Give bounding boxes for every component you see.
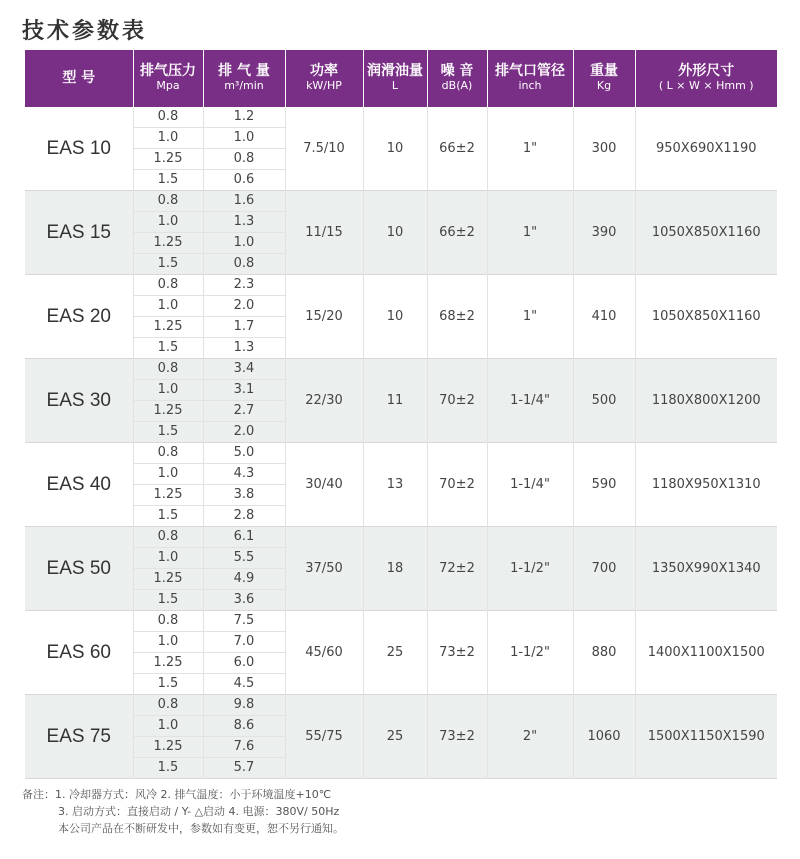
dimensions-cell: 1350X990X1340 [635,527,777,611]
noise-cell: 73±2 [427,695,487,779]
air-delivery-cell: 1.0 [203,233,285,254]
model-group [25,107,777,191]
oil-cell: 10 [363,191,427,275]
dimensions-cell: 1500X1150X1590 [635,695,777,779]
air-delivery-cell: 7.0 [203,632,285,653]
oil-cell: 25 [363,695,427,779]
pressure-cell: 1.5 [133,254,203,275]
air-delivery-cell: 3.4 [203,359,285,380]
header-dimensions: 外形尺寸 ( L × W × Hmm ) [635,50,777,107]
pressure-cell: 0.8 [133,611,203,632]
air-delivery-cell: 0.6 [203,170,285,191]
pressure-cell: 1.25 [133,149,203,170]
air-delivery-cell: 1.6 [203,191,285,212]
model-group [25,191,777,275]
note-line-3: 本公司产品在不断研发中，参数如有变更，恕不另行通知。 [58,822,344,835]
page-title: 技术参数表 [22,19,148,44]
air-delivery-cell: 1.3 [203,338,285,359]
header-pipe: 排气口管径 inch [487,50,573,107]
air-delivery-cell: 1.0 [203,128,285,149]
power-cell: 45/60 [285,611,363,695]
air-delivery-cell: 4.9 [203,569,285,590]
model-group [25,275,777,359]
pressure-cell: 1.25 [133,233,203,254]
pressure-cell: 1.5 [133,506,203,527]
pressure-cell: 1.25 [133,653,203,674]
model-cell: EAS 75 [46,725,111,747]
pressure-cell: 1.5 [133,170,203,191]
noise-cell: 70±2 [427,359,487,443]
power-cell: 15/20 [285,275,363,359]
noise-cell: 70±2 [427,443,487,527]
model-group [25,527,777,611]
pressure-cell: 1.0 [133,128,203,149]
model-group [25,443,777,527]
pressure-cell: 0.8 [133,107,203,128]
power-cell: 55/75 [285,695,363,779]
pipe-cell: 1-1/2" [487,527,573,611]
oil-cell: 13 [363,443,427,527]
pressure-cell: 1.0 [133,464,203,485]
dimensions-cell: 1050X850X1160 [635,275,777,359]
noise-cell: 66±2 [427,107,487,191]
noise-cell: 73±2 [427,611,487,695]
air-delivery-cell: 4.3 [203,464,285,485]
table-row [25,107,777,128]
noise-cell: 68±2 [427,275,487,359]
header-air-delivery: 排 气 量 m³/min [203,50,285,107]
oil-cell: 18 [363,527,427,611]
pipe-cell: 1" [487,107,573,191]
table-row [25,611,777,632]
pipe-cell: 1-1/4" [487,359,573,443]
air-delivery-cell: 2.7 [203,401,285,422]
table-row [25,527,777,548]
pressure-cell: 1.0 [133,380,203,401]
pressure-cell: 1.0 [133,548,203,569]
air-delivery-cell: 7.6 [203,737,285,758]
air-delivery-cell: 6.1 [203,527,285,548]
weight-cell: 880 [573,611,635,695]
pipe-cell: 1-1/4" [487,443,573,527]
model-group [25,611,777,695]
power-cell: 30/40 [285,443,363,527]
table-row [25,695,777,716]
header-power: 功率 kW/HP [285,50,363,107]
weight-cell: 300 [573,107,635,191]
air-delivery-cell: 5.5 [203,548,285,569]
model-cell: EAS 20 [46,305,111,327]
air-delivery-cell: 0.8 [203,149,285,170]
weight-cell: 590 [573,443,635,527]
model-cell: EAS 50 [46,557,111,579]
pressure-cell: 1.25 [133,317,203,338]
noise-cell: 66±2 [427,191,487,275]
pressure-cell: 0.8 [133,443,203,464]
table-row [25,191,777,212]
air-delivery-cell: 3.1 [203,380,285,401]
air-delivery-cell: 2.8 [203,506,285,527]
power-cell: 11/15 [285,191,363,275]
dimensions-cell: 1180X800X1200 [635,359,777,443]
oil-cell: 25 [363,611,427,695]
header-oil: 润滑油量 L [363,50,427,107]
oil-cell: 10 [363,107,427,191]
model-cell: EAS 30 [46,389,111,411]
model-cell: EAS 15 [46,221,111,243]
weight-cell: 390 [573,191,635,275]
model-cell: EAS 10 [46,137,111,159]
pressure-cell: 1.5 [133,422,203,443]
pipe-cell: 1" [487,191,573,275]
pressure-cell: 1.5 [133,758,203,779]
power-cell: 37/50 [285,527,363,611]
pressure-cell: 1.0 [133,296,203,317]
power-cell: 7.5/10 [285,107,363,191]
model-group [25,359,777,443]
air-delivery-cell: 5.7 [203,758,285,779]
header-noise: 噪 音 dB(A) [427,50,487,107]
weight-cell: 410 [573,275,635,359]
air-delivery-cell: 1.2 [203,107,285,128]
table-row [25,443,777,464]
dimensions-cell: 1050X850X1160 [635,191,777,275]
pressure-cell: 1.5 [133,590,203,611]
pressure-cell: 0.8 [133,191,203,212]
air-delivery-cell: 2.0 [203,422,285,443]
air-delivery-cell: 1.7 [203,317,285,338]
footnotes [22,786,344,837]
pressure-cell: 1.5 [133,674,203,695]
air-delivery-cell: 9.8 [203,695,285,716]
model-cell: EAS 60 [46,641,111,663]
note-line-2: 3. 启动方式：直接启动 / Y- △启动 4. 电源：380V/ 50Hz [58,805,340,818]
pressure-cell: 1.0 [133,632,203,653]
table-row [25,275,777,296]
weight-cell: 1060 [573,695,635,779]
power-cell: 22/30 [285,359,363,443]
header-weight: 重量 Kg [573,50,635,107]
air-delivery-cell: 4.5 [203,674,285,695]
pressure-cell: 1.25 [133,737,203,758]
pressure-cell: 0.8 [133,359,203,380]
header-pressure: 排气压力 Mpa [133,50,203,107]
air-delivery-cell: 3.6 [203,590,285,611]
oil-cell: 11 [363,359,427,443]
air-delivery-cell: 6.0 [203,653,285,674]
header-row [25,50,777,107]
air-delivery-cell: 5.0 [203,443,285,464]
model-cell: EAS 40 [46,473,111,495]
pressure-cell: 1.0 [133,716,203,737]
pressure-cell: 1.25 [133,485,203,506]
air-delivery-cell: 2.0 [203,296,285,317]
pressure-cell: 1.0 [133,212,203,233]
pressure-cell: 1.5 [133,338,203,359]
air-delivery-cell: 8.6 [203,716,285,737]
weight-cell: 500 [573,359,635,443]
noise-cell: 72±2 [427,527,487,611]
weight-cell: 700 [573,527,635,611]
air-delivery-cell: 1.3 [203,212,285,233]
dimensions-cell: 1400X1100X1500 [635,611,777,695]
pressure-cell: 0.8 [133,275,203,296]
oil-cell: 10 [363,275,427,359]
pressure-cell: 1.25 [133,569,203,590]
dimensions-cell: 950X690X1190 [635,107,777,191]
air-delivery-cell: 0.8 [203,254,285,275]
pipe-cell: 1-1/2" [487,611,573,695]
model-group [25,695,777,779]
air-delivery-cell: 7.5 [203,611,285,632]
spec-table [25,50,777,779]
air-delivery-cell: 2.3 [203,275,285,296]
pipe-cell: 1" [487,275,573,359]
note-line-1: 备注：1. 冷却器方式：风冷 2. 排气温度：小于环境温度+10℃ [22,788,332,801]
dimensions-cell: 1180X950X1310 [635,443,777,527]
pressure-cell: 0.8 [133,527,203,548]
table-row [25,359,777,380]
header-model: 型 号 [25,50,133,107]
air-delivery-cell: 3.8 [203,485,285,506]
pipe-cell: 2" [487,695,573,779]
pressure-cell: 1.25 [133,401,203,422]
pressure-cell: 0.8 [133,695,203,716]
